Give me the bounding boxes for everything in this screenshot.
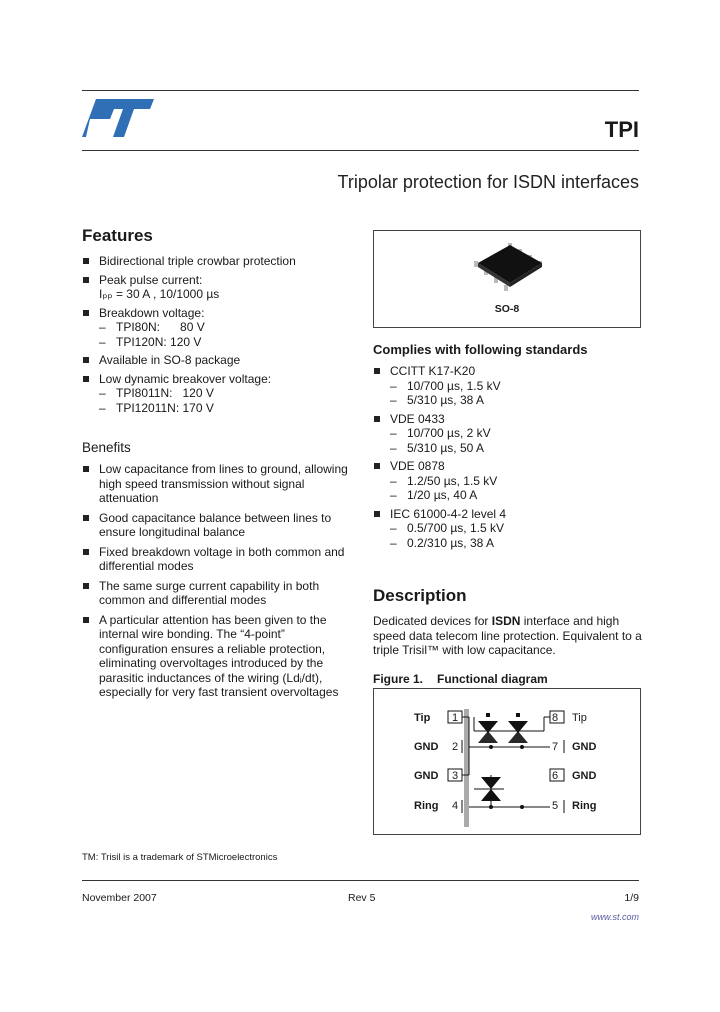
list-item: CCITT K17-K20 [373, 364, 639, 379]
pin-label: Tip [572, 712, 587, 724]
description-heading: Description [373, 586, 467, 605]
trademark-note: TM: Trisil is a trademark of STMicroelectronics [82, 852, 278, 863]
pin-number: 8 [552, 712, 559, 724]
pin-label: GND [414, 741, 439, 753]
list-subitem: – TPI120N: 120 V [99, 334, 202, 349]
list-item: Available in SO-8 package [82, 353, 352, 368]
package-figure [373, 230, 641, 328]
list-item: Breakdown voltage: [82, 306, 352, 321]
pin-label: GND [572, 770, 597, 782]
list-subitem: – TPI80N: 80 V [99, 320, 205, 334]
list-item: VDE 0878 [373, 459, 639, 474]
list-subitem: – 1.2/50 µs, 1.5 kV [390, 473, 498, 488]
list-subitem: – TPI8011N: 120 V [99, 386, 214, 400]
pin-label: GND [572, 741, 597, 753]
list-item: Bidirectional triple crowbar protection [82, 254, 352, 269]
list-item: IEC 61000-4-2 level 4 [373, 507, 639, 522]
functional-diagram [373, 688, 641, 835]
pin-label: Tip [414, 712, 431, 724]
standards-heading: Complies with following standards [373, 342, 588, 357]
pin-number: 1 [452, 712, 459, 724]
pin-number: 5 [552, 800, 559, 812]
list-subitem: – 5/310 µs, 50 A [390, 440, 484, 455]
pin-number: 4 [452, 800, 459, 812]
footer-page: 1/9 [624, 892, 639, 904]
list-item: VDE 0433 [373, 412, 639, 427]
st-logo-icon [82, 95, 156, 141]
benefits-heading: Benefits [82, 440, 131, 455]
top-rule [82, 90, 639, 91]
list-item: Fixed breakdown voltage in both common and differential modes [82, 545, 350, 574]
website-link[interactable]: www.st.com [590, 912, 639, 922]
pin-label: GND [414, 770, 439, 782]
features-heading: Features [82, 226, 153, 245]
circuit-schematic-icon [374, 689, 640, 834]
pin-number: 6 [552, 770, 559, 782]
list-item: Low dynamic breakover voltage: [82, 372, 352, 387]
features-list [82, 254, 352, 415]
list-item: A particular attention has been given to the internal wire bonding. The “4-point” configuration ensures a reliable protection, eliminating overvoltages introduced by the parasitic inductances of the wiring (Ldᵢ/dt), especially for very fast transient overvoltages [82, 613, 350, 700]
footer-rule [82, 880, 639, 881]
list-item: Peak pulse current: [82, 273, 352, 288]
standards-list [373, 364, 639, 550]
document-title: TPI [604, 117, 639, 142]
list-item: Good capacitance balance between lines to ensure longitudinal balance [82, 511, 350, 540]
list-item: Low capacitance from lines to ground, allowing high speed transmission without signal attenuation [82, 462, 350, 506]
pin-number: 2 [452, 741, 459, 753]
pin-label: Ring [572, 800, 597, 812]
footer-revision: Rev 5 [348, 892, 376, 904]
list-item: The same surge current capability in both common and differential modes [82, 579, 350, 608]
list-item-sub: Iₚₚ = 30 A , 10/1000 µs [99, 287, 220, 301]
list-subitem: – 10/700 µs, 1.5 kV [390, 378, 501, 393]
figure-caption: Figure 1. Functional diagram [373, 672, 548, 686]
list-subitem: – TPI12011N: 170 V [99, 400, 214, 415]
list-subitem: – 10/700 µs, 2 kV [390, 426, 491, 440]
package-label: SO-8 [494, 303, 520, 315]
benefits-list [82, 462, 350, 700]
so8-chip-icon [464, 239, 550, 297]
pin-number: 3 [452, 770, 459, 782]
list-subitem: – 5/310 µs, 38 A [390, 393, 484, 407]
description-text: Dedicated devices for ISDN interface and high speed data telecom line protection. Equivalent to a triple Trisil™ with low capacitance. [373, 614, 642, 657]
title-rule [82, 150, 639, 151]
list-subitem: – 0.2/310 µs, 38 A [390, 535, 494, 550]
list-subitem: – 0.5/700 µs, 1.5 kV [390, 521, 504, 535]
pin-number: 7 [552, 741, 559, 753]
footer-date: November 2007 [82, 892, 157, 904]
list-subitem: – 1/20 µs, 40 A [390, 488, 478, 502]
document-subtitle: Tripolar protection for ISDN interfaces [337, 172, 639, 192]
pin-label: Ring [414, 800, 439, 812]
